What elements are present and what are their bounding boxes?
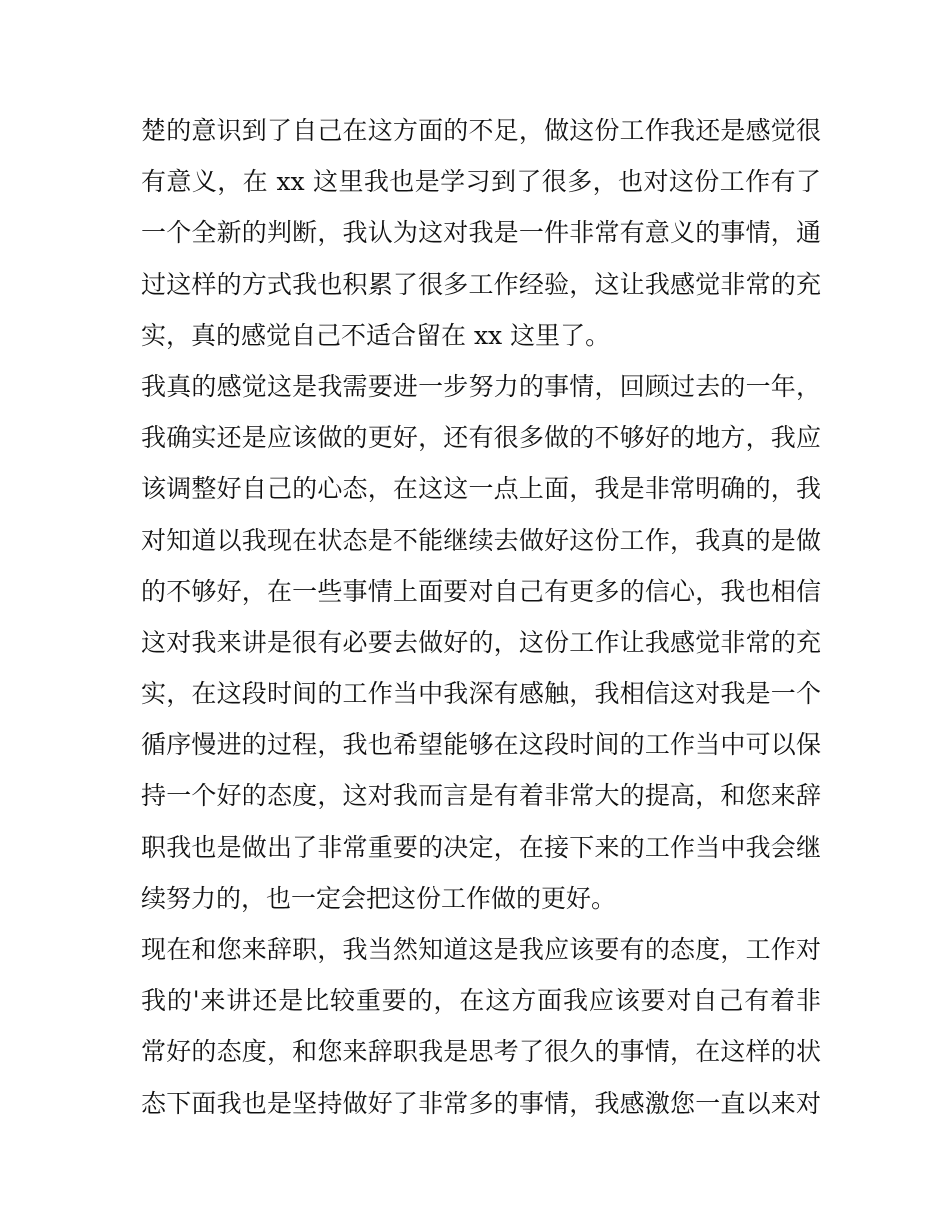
- text-line: 楚的意识到了自己在这方面的不足，做这份工作我还是感觉很: [141, 116, 821, 145]
- text-line: 过这样的方式我也积累了很多工作经验，这让我感觉非常的充: [141, 269, 821, 299]
- text-line: 我的'来讲还是比较重要的，在这方面我应该要对自己有着非: [141, 986, 821, 1016]
- text-line: 一个全新的判断，我认为这对我是一件非常有意义的事情，通: [141, 218, 821, 248]
- text-line: 这对我来讲是很有必要去做好的，这份工作让我感觉非常的充: [141, 627, 821, 657]
- text-line: 态下面我也是坚持做好了非常多的事情，我感激您一直以来对: [141, 1088, 821, 1118]
- text-line: 现在和您来辞职，我当然知道这是我应该要有的态度，工作对: [141, 935, 821, 964]
- text-line: 有意义，在 xx 这里我也是学习到了很多，也对这份工作有了: [141, 167, 821, 197]
- text-line: 实，真的感觉自己不适合留在 xx 这里了。: [141, 320, 611, 350]
- text-line: 常好的态度，和您来辞职我是思考了很久的事情，在这样的状: [141, 1037, 821, 1067]
- text-line: 持一个好的态度，这对我而言是有着非常大的提高，和您来辞: [141, 781, 821, 811]
- text-line: 我确实还是应该做的更好，还有很多做的不够好的地方，我应: [141, 423, 821, 453]
- document-body-text: [141, 105, 821, 1129]
- text-line: 实，在这段时间的工作当中我深有感触，我相信这对我是一个: [141, 679, 821, 709]
- text-line: 的不够好，在一些事情上面要对自己有更多的信心，我也相信: [141, 576, 821, 606]
- text-line: 循序慢进的过程，我也希望能够在这段时间的工作当中可以保: [141, 730, 821, 760]
- text-line: 我真的感觉这是我需要进一步努力的事情，回顾过去的一年，: [141, 371, 821, 401]
- text-line: 职我也是做出了非常重要的决定，在接下来的工作当中我会继: [141, 832, 821, 862]
- text-line: 该调整好自己的心态，在这这一点上面，我是非常明确的，我: [141, 474, 821, 504]
- text-line: 续努力的，也一定会把这份工作做的更好。: [141, 883, 617, 913]
- text-line: 对知道以我现在状态是不能继续去做好这份工作，我真的是做: [141, 525, 821, 555]
